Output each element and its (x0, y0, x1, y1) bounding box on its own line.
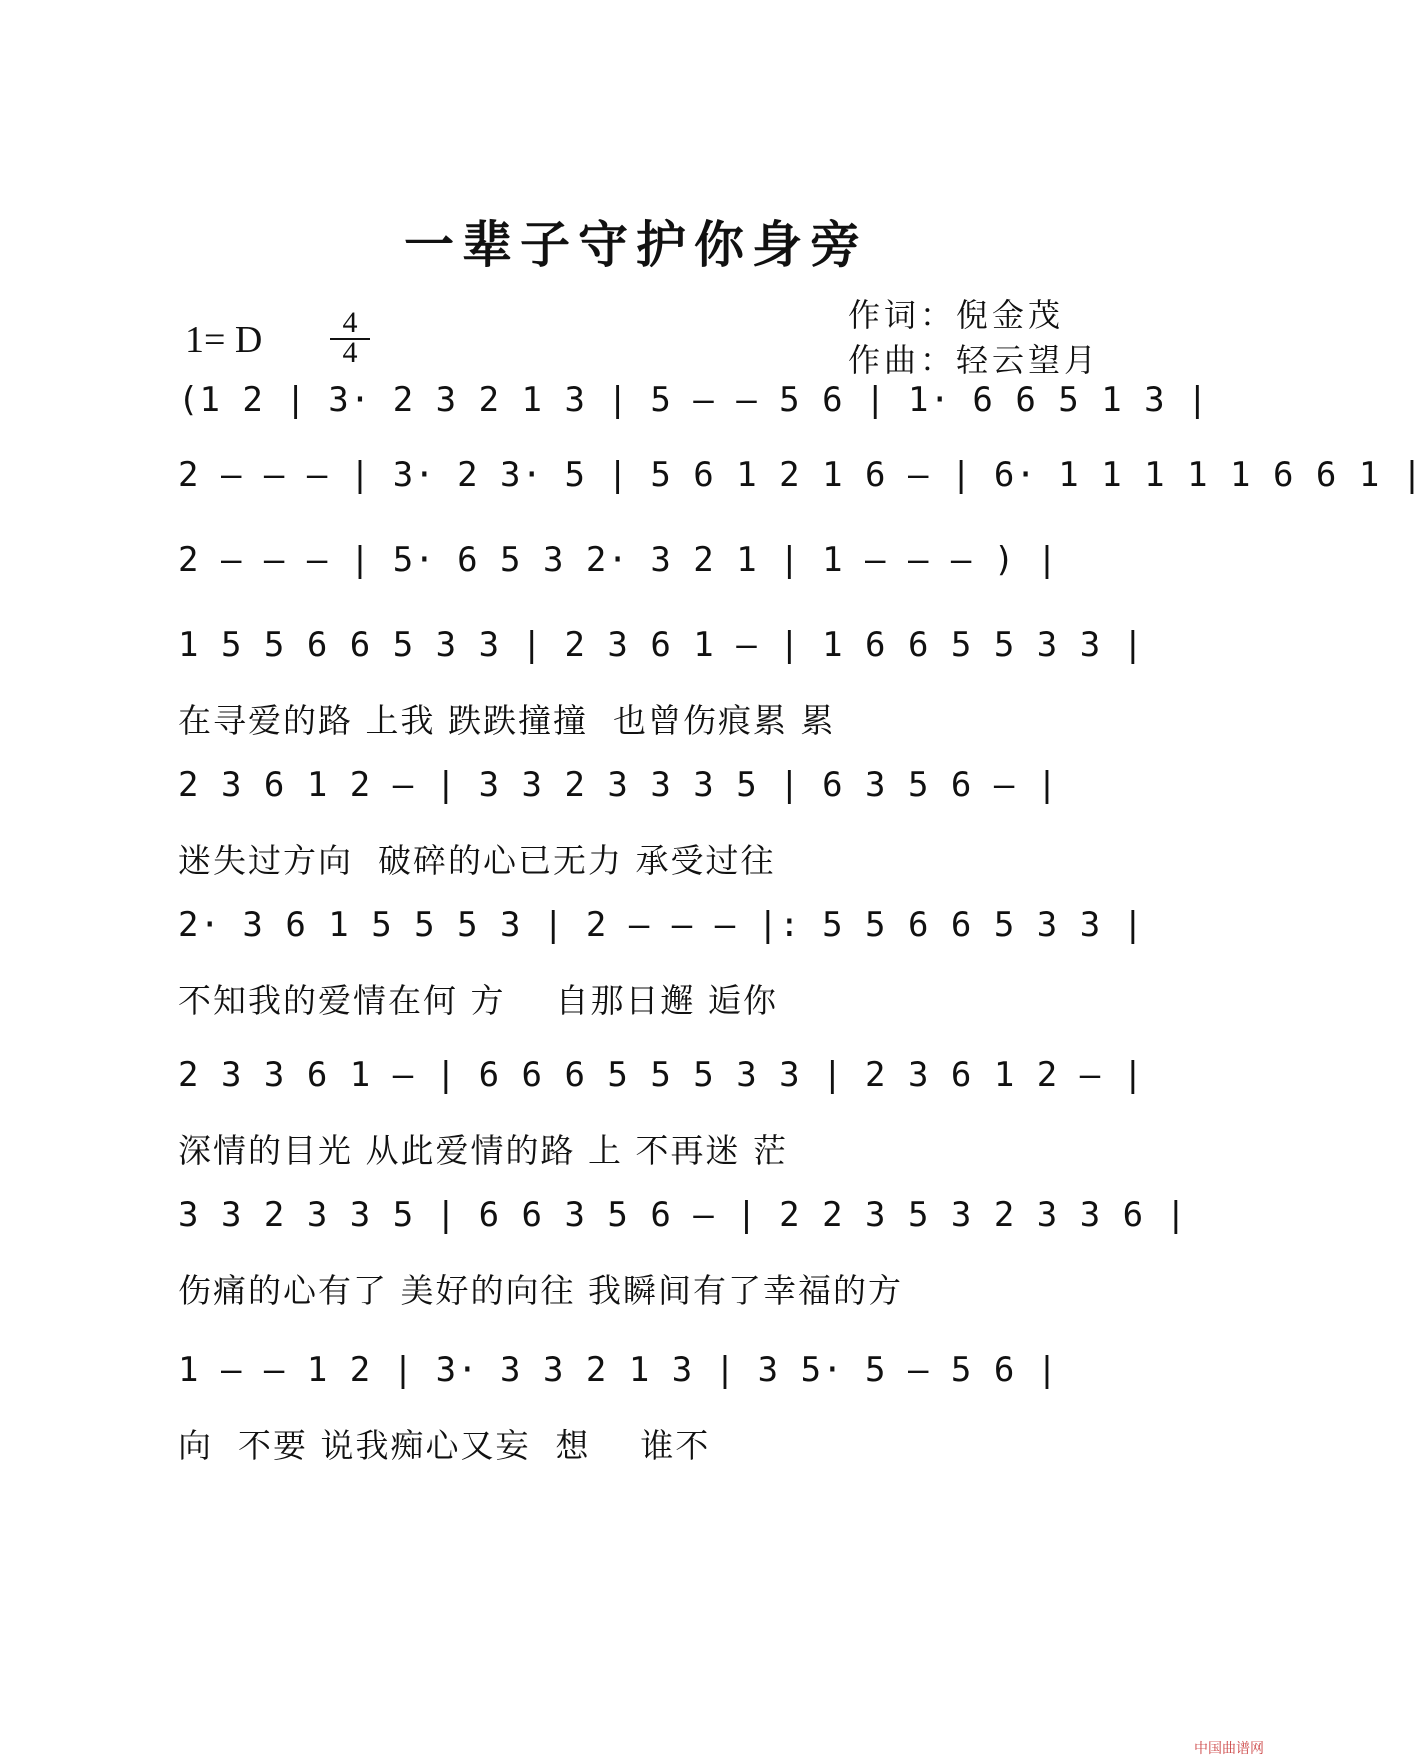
time-signature-bottom: 4 (342, 336, 358, 369)
notation: 2 3 3 6 1 — | 6 6 6 5 5 5 3 3 | 2 3 6 1 2 — | (178, 1055, 1145, 1095)
lyrics: 伤痛的心有了 美好的向往 我瞬间有了幸福的方 (178, 1271, 903, 1310)
score-line-9 (178, 1350, 1098, 1480)
notation: 2 — — — | 3· 2 3· 5 | 5 6 1 2 1 6 — | 6· 1 1 1 1 1 6 6 1 | (178, 455, 1423, 495)
score-line-7 (178, 1055, 1145, 1185)
time-signature-top: 4 (330, 310, 370, 340)
lyricist-credit: 作词：倪金茂 (848, 296, 1065, 334)
notation: 1 — — 1 2 | 3· 3 3 2 1 3 | 3 5· 5 — 5 6 | (178, 1350, 1059, 1390)
notation: 3 3 2 3 3 5 | 6 6 3 5 6 — | 2 2 3 5 3 2 3 3 6 | (178, 1195, 1188, 1235)
lyrics: 深情的目光 从此爱情的路 上 不再迷 茫 (178, 1131, 788, 1170)
notation: 2· 3 6 1 5 5 5 3 | 2 — — — |: 5 5 6 6 5 3 3 | (178, 905, 1145, 945)
composer-credit: 作曲：轻云望月 (848, 341, 1101, 379)
lyrics: 向 不要 说我痴心又妄 想 谁不 (178, 1426, 711, 1465)
notation: 2 3 6 1 2 — | 3 3 2 3 3 3 5 | 6 3 5 6 — | (178, 765, 1059, 805)
lyrics: 在寻爱的路 上我 跌跌撞撞 也曾伤痕累 累 (178, 701, 836, 740)
notation: 1 5 5 6 6 5 3 3 | 2 3 6 1 — | 1 6 6 5 5 3 3 | (178, 625, 1145, 665)
lyrics: 迷失过方向 破碎的心已无力 承受过往 (178, 841, 776, 880)
score-line-4 (178, 625, 1145, 755)
song-title: 一辈子守护你身旁 (404, 215, 868, 274)
lyrics: 不知我的爱情在何 方 自那日邂 逅你 (178, 981, 778, 1020)
time-signature (330, 306, 370, 369)
notation: 2 — — — | 5· 6 5 3 2· 3 2 1 | 1 — — — ) | (178, 540, 1059, 580)
score-line-5 (178, 765, 1098, 895)
notation: (1 2 | 3· 2 3 2 1 3 | 5 — — 5 6 | 1· 6 6 5 1 3 | (178, 380, 1209, 420)
key-signature: 1= D (185, 319, 263, 361)
score-line-6 (178, 905, 1145, 1035)
score-line-8 (178, 1195, 1188, 1325)
watermark: 中国曲谱网 (1194, 1741, 1264, 1757)
